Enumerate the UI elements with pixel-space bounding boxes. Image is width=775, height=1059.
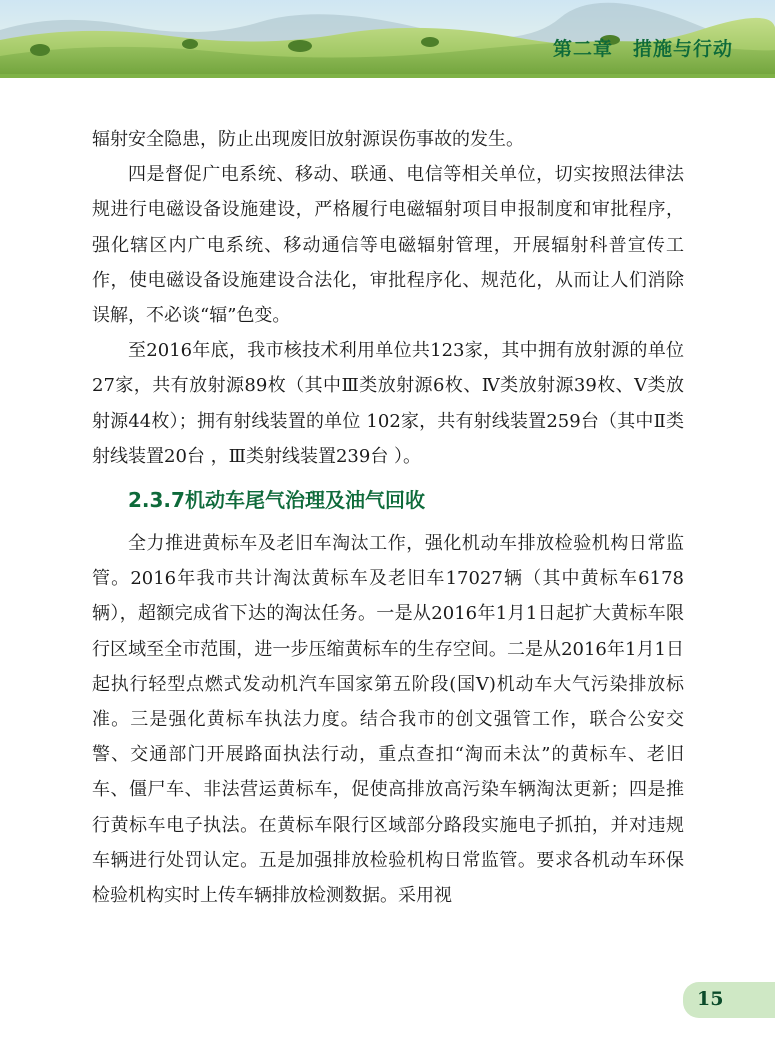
header-banner [0, 0, 775, 78]
page-number: 15 [697, 988, 724, 1010]
paragraph: 至2016年底，我市核技术利用单位共123家，其中拥有放射源的单位27家，共有放射源89枚（其中Ⅲ类放射源6枚、Ⅳ类放射源39枚、Ⅴ类放射源44枚）；拥有射线装置的单位 102家，共有射线装置259台（其中Ⅱ类射线装置20台 ，Ⅲ类射线装置239台 ）。 [92, 340, 684, 467]
chapter-title: 第二章 措施与行动 [552, 38, 733, 60]
paragraph: 全力推进黄标车及老旧车淘汰工作，强化机动车排放检验机构日常监管。2016年我市共计淘汰黄标车及老旧车17027辆（其中黄标车6178辆），超额完成省下达的淘汰任务。一是从2016年1月1日起扩大黄标车限行区域至全市范围，进一步压缩黄标车的生存空间。二是从2016年1月1日起执行轻型点燃式发动机汽车国家第五阶段(国V)机动车大气污染排放标准。三是强化黄标车执法力度。结合我市的创文强管工作，联合公安交警、交通部门开展路面执法行动，重点查扣“淘而未汰”的黄标车、老旧车、僵尸车、非法营运黄标车，促使高排放高污染车辆淘汰更新；四是推行黄标车电子执法。在黄标车限行区域部分路段实施电子抓拍，并对违规车辆进行处罚认定。五是加强排放检验机构日常监管。要求各机动车环保检验机构实时上传车辆排放检测数据。采用视 [92, 533, 684, 907]
paragraph: 辐射安全隐患，防止出现废旧放射源误伤事故的发生。 [92, 129, 524, 150]
page-number-tab [683, 982, 775, 1018]
paragraph: 四是督促广电系统、移动、联通、电信等相关单位，切实按照法律法规进行电磁设备设施建设，严格履行电磁辐射项目申报制度和审批程序，强化辖区内广电系统、移动通信等电磁辐射管理，开展辐射科普宣传工作，使电磁设备设施建设合法化，审批程序化、规范化，从而让人们消除误解，不必谈“辐”色变。 [92, 164, 684, 327]
page-body [92, 122, 684, 913]
section-heading: 2.3.7机动车尾气治理及油气回收 [128, 488, 425, 513]
